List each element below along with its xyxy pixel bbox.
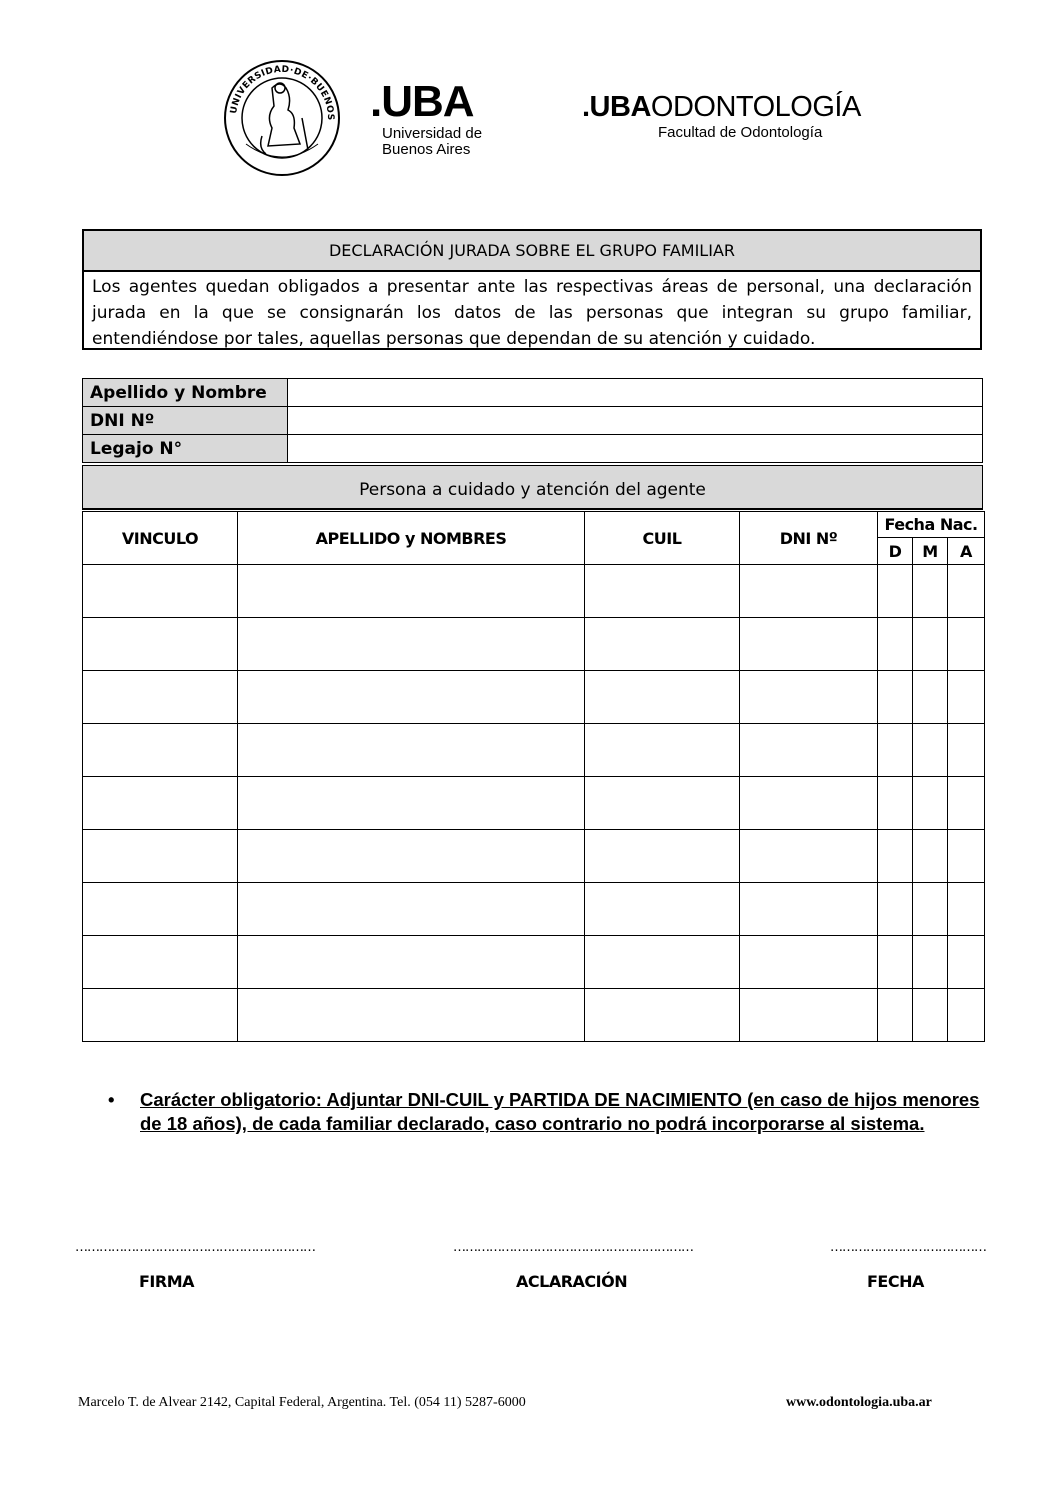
uba-logo [370, 77, 490, 170]
col-dni: DNI Nº [740, 512, 878, 565]
cell-dni[interactable] [740, 883, 878, 936]
cell-mes[interactable] [913, 671, 948, 724]
cell-dia[interactable] [878, 883, 913, 936]
odo-logo-light: ODONTOLOGÍA [650, 91, 861, 123]
cell-cuil[interactable] [585, 830, 740, 883]
agent-legajo-label: Legajo N° [83, 435, 288, 463]
mandatory-note [108, 1088, 988, 1136]
footer-website[interactable]: www.odontologia.uba.ar [786, 1395, 932, 1410]
cell-mes[interactable] [913, 565, 948, 618]
cell-dni[interactable] [740, 777, 878, 830]
cell-apellido-nombres[interactable] [238, 565, 585, 618]
cell-anio[interactable] [948, 777, 985, 830]
cell-anio[interactable] [948, 883, 985, 936]
cell-cuil[interactable] [585, 671, 740, 724]
agent-dni-field[interactable] [288, 407, 983, 435]
cell-mes[interactable] [913, 989, 948, 1042]
note-bullet: • [108, 1089, 115, 1110]
cell-cuil[interactable] [585, 565, 740, 618]
col-cuil: CUIL [585, 512, 740, 565]
firma-line: …………………………………………………… [75, 1240, 315, 1255]
cell-apellido-nombres[interactable] [238, 883, 585, 936]
cell-cuil[interactable] [585, 777, 740, 830]
cell-vinculo[interactable] [83, 724, 238, 777]
cell-vinculo[interactable] [83, 883, 238, 936]
col-apellido-nombres: APELLIDO y NOMBRES [238, 512, 585, 565]
cell-dia[interactable] [878, 936, 913, 989]
odo-logo-bold: .UBA [582, 91, 651, 123]
care-section-header: Persona a cuidado y atención del agente [82, 465, 983, 510]
cell-anio[interactable] [948, 989, 985, 1042]
university-seal-logo [222, 58, 342, 178]
note-text: Carácter obligatorio: Adjuntar DNI-CUIL y PARTIDA DE NACIMIENTO (en caso de hijos menores de 18 años), de cada familiar declarado, caso contrario no podrá incorporarse al sistema. [140, 1089, 980, 1134]
family-table-header-row [83, 512, 985, 538]
uba-logo-sub-2: Buenos Aires [382, 141, 471, 158]
table-row [83, 565, 985, 618]
cell-mes[interactable] [913, 724, 948, 777]
cell-mes[interactable] [913, 936, 948, 989]
cell-vinculo[interactable] [83, 671, 238, 724]
table-row [83, 936, 985, 989]
family-table [82, 511, 985, 1042]
cell-dia[interactable] [878, 724, 913, 777]
cell-dia[interactable] [878, 618, 913, 671]
cell-dni[interactable] [740, 565, 878, 618]
cell-cuil[interactable] [585, 883, 740, 936]
cell-dia[interactable] [878, 671, 913, 724]
cell-dia[interactable] [878, 989, 913, 1042]
agent-row-dni [83, 407, 983, 435]
cell-dia[interactable] [878, 777, 913, 830]
table-row [83, 724, 985, 777]
table-row [83, 671, 985, 724]
cell-vinculo[interactable] [83, 777, 238, 830]
cell-apellido-nombres[interactable] [238, 671, 585, 724]
uba-odontologia-logo [582, 92, 862, 152]
cell-mes[interactable] [913, 777, 948, 830]
cell-apellido-nombres[interactable] [238, 830, 585, 883]
cell-dni[interactable] [740, 724, 878, 777]
cell-mes[interactable] [913, 830, 948, 883]
cell-anio[interactable] [948, 671, 985, 724]
aclaracion-label: ACLARACIÓN [516, 1272, 628, 1291]
agent-row-legajo [83, 435, 983, 463]
col-anio: A [948, 538, 985, 565]
cell-vinculo[interactable] [83, 830, 238, 883]
fecha-label: FECHA [867, 1272, 924, 1291]
col-mes: M [913, 538, 948, 565]
cell-anio[interactable] [948, 618, 985, 671]
cell-mes[interactable] [913, 618, 948, 671]
table-row [83, 883, 985, 936]
declaration-box [82, 229, 982, 350]
agent-row-name [83, 379, 983, 407]
uba-logo-sub-1: Universidad de [382, 125, 483, 142]
cell-vinculo[interactable] [83, 989, 238, 1042]
cell-cuil[interactable] [585, 989, 740, 1042]
firma-label: FIRMA [139, 1272, 195, 1291]
cell-vinculo[interactable] [83, 618, 238, 671]
cell-dni[interactable] [740, 936, 878, 989]
uba-logo-text: .UBA [370, 77, 474, 126]
odo-logo-sub: Facultad de Odontología [658, 124, 823, 141]
cell-dni[interactable] [740, 830, 878, 883]
cell-dni[interactable] [740, 618, 878, 671]
agent-legajo-field[interactable] [288, 435, 983, 463]
cell-vinculo[interactable] [83, 936, 238, 989]
table-row [83, 777, 985, 830]
cell-apellido-nombres[interactable] [238, 777, 585, 830]
cell-anio[interactable] [948, 565, 985, 618]
table-row [83, 618, 985, 671]
cell-dia[interactable] [878, 830, 913, 883]
aclaracion-line: …………………………………………………… [453, 1240, 693, 1255]
table-row [83, 830, 985, 883]
cell-dni[interactable] [740, 989, 878, 1042]
cell-vinculo[interactable] [83, 565, 238, 618]
col-vinculo: VINCULO [83, 512, 238, 565]
col-fecha-nac: Fecha Nac. [878, 512, 985, 538]
svg-text:UNIVERSIDAD·DE·BUENOS·AIRES: UNIVERSIDAD·DE·BUENOS [229, 64, 336, 121]
cell-mes[interactable] [913, 883, 948, 936]
cell-anio[interactable] [948, 724, 985, 777]
cell-anio[interactable] [948, 830, 985, 883]
cell-apellido-nombres[interactable] [238, 724, 585, 777]
agent-info-table [82, 378, 983, 463]
cell-cuil[interactable] [585, 724, 740, 777]
agent-name-label: Apellido y Nombre [83, 379, 288, 407]
col-dia: D [878, 538, 913, 565]
declaration-body: Los agentes quedan obligados a presentar ante las respectivas áreas de personal, una declaración jurada en la que se consignarán los datos de las personas que integran su grupo familiar, entendiéndose por tales, aquellas personas que dependan de su atención y cuidado. [92, 277, 972, 349]
cell-dni[interactable] [740, 671, 878, 724]
cell-apellido-nombres[interactable] [238, 936, 585, 989]
fecha-line: ………………………………… [830, 1240, 986, 1255]
cell-apellido-nombres[interactable] [238, 989, 585, 1042]
family-table-body [83, 565, 985, 1042]
cell-anio[interactable] [948, 936, 985, 989]
declaration-title: DECLARACIÓN JURADA SOBRE EL GRUPO FAMILIAR [84, 231, 980, 272]
agent-name-field[interactable] [288, 379, 983, 407]
agent-dni-label: DNI Nº [83, 407, 288, 435]
footer-address: Marcelo T. de Alvear 2142, Capital Federal, Argentina. Tel. (054 11) 5287-6000 [78, 1395, 526, 1410]
cell-apellido-nombres[interactable] [238, 618, 585, 671]
cell-cuil[interactable] [585, 936, 740, 989]
table-row [83, 989, 985, 1042]
cell-dia[interactable] [878, 565, 913, 618]
cell-cuil[interactable] [585, 618, 740, 671]
